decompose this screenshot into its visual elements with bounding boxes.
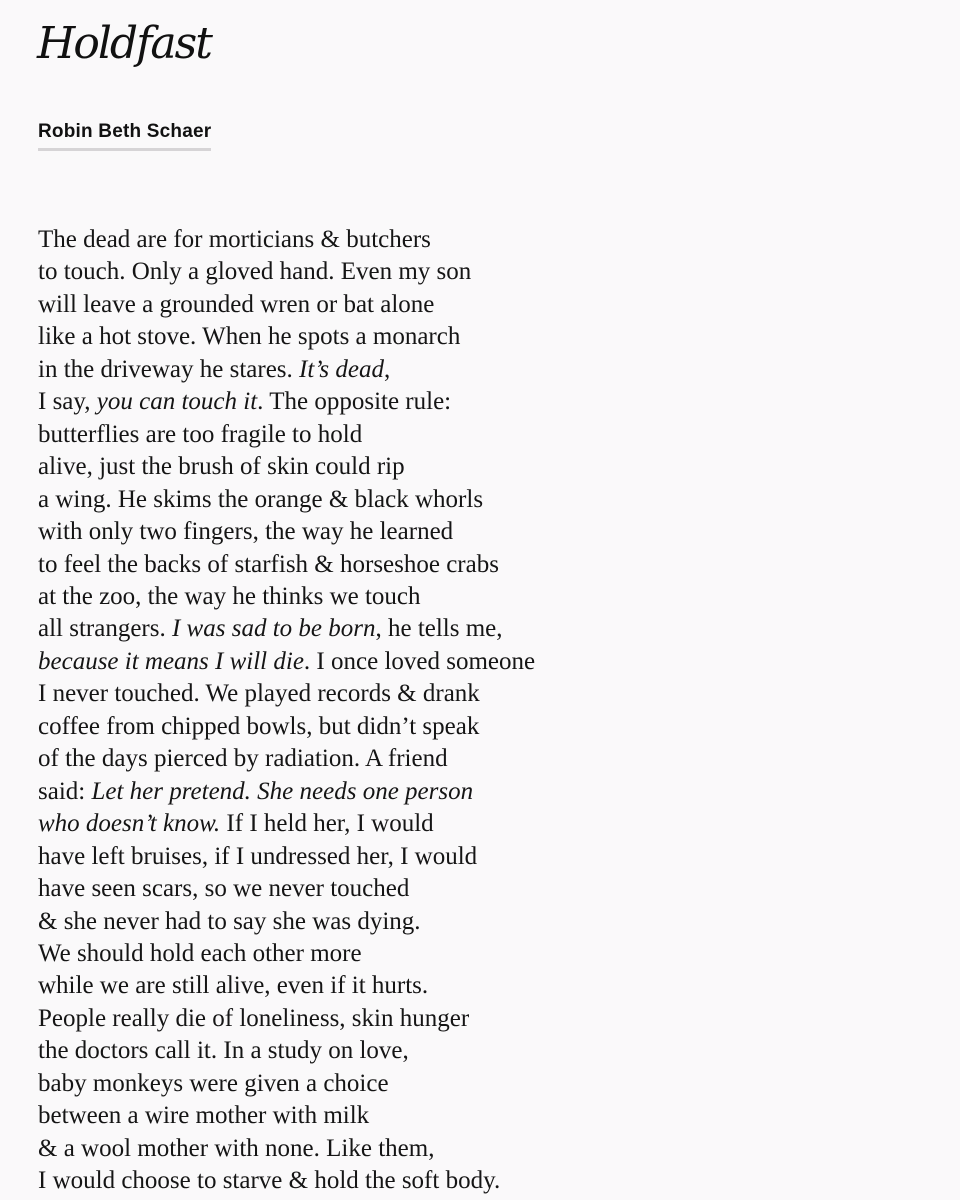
- line-text: all strangers.: [38, 615, 172, 643]
- italic-text: It’s dead: [299, 355, 384, 383]
- line-text: & she never had to say she was dying.: [38, 907, 421, 935]
- line-text: . The opposite rule:: [257, 388, 452, 416]
- line-text: coffee from chipped bowls, but didn’t speak: [38, 712, 480, 740]
- line-text: said:: [38, 777, 92, 805]
- poem-line: [38, 419, 535, 451]
- poem-line: [38, 451, 535, 483]
- poem-line: [38, 1100, 535, 1132]
- poem-line: [38, 516, 535, 548]
- line-text: alive, just the brush of skin could rip: [38, 453, 405, 481]
- italic-text: you can touch it: [96, 388, 258, 416]
- line-text: while we are still alive, even if it hurts.: [38, 972, 429, 1000]
- poem-line: [38, 743, 535, 775]
- italic-text: Let her pretend. She needs one person: [91, 777, 474, 805]
- poem-line: [38, 906, 535, 938]
- poem-line: [38, 646, 535, 678]
- line-text: I never touched. We played records & drank: [38, 680, 480, 708]
- poem-line: [38, 321, 535, 353]
- italic-text: I was sad to be born: [171, 615, 376, 643]
- line-text: will leave a grounded wren or bat alone: [38, 290, 435, 318]
- author-byline[interactable]: [38, 120, 211, 151]
- line-text: baby monkeys were given a choice: [38, 1069, 389, 1097]
- line-text: to touch. Only a gloved hand. Even my son: [38, 258, 472, 286]
- line-text: with only two fingers, the way he learned: [38, 518, 454, 546]
- poem-body: [38, 224, 535, 1198]
- poem-line: [38, 224, 535, 256]
- poem-line: [38, 484, 535, 516]
- poem-line: [38, 581, 535, 613]
- line-text: We should hold each other more: [38, 939, 362, 967]
- poem-line: [38, 386, 535, 418]
- poem-line: [38, 776, 535, 808]
- line-text: of the days pierced by radiation. A friend: [38, 745, 448, 773]
- line-text: like a hot stove. When he spots a monarch: [38, 323, 461, 351]
- poem-title: Holdfast: [37, 18, 211, 69]
- poem-line: [38, 354, 535, 386]
- line-text: to feel the backs of starfish & horseshoe crabs: [38, 550, 499, 578]
- line-text: have left bruises, if I undressed her, I would: [38, 842, 478, 870]
- line-text: butterflies are too fragile to hold: [38, 420, 363, 448]
- poem-line: [38, 1165, 535, 1197]
- italic-text: because it means I will die: [38, 647, 304, 675]
- line-text: People really die of loneliness, skin hunger: [38, 1004, 470, 1032]
- line-text: , he tells me,: [375, 615, 503, 643]
- line-text: If I held her, I would: [220, 810, 434, 838]
- line-text: The dead are for morticians & butchers: [38, 226, 431, 253]
- line-text: have seen scars, so we never touched: [38, 875, 410, 903]
- line-text: I would choose to starve & hold the soft body.: [38, 1167, 501, 1195]
- line-text: ,: [383, 355, 391, 383]
- line-text: a wing. He skims the orange & black whorls: [38, 485, 484, 513]
- poem-line: [38, 841, 535, 873]
- line-text: between a wire mother with milk: [38, 1102, 370, 1130]
- line-text: in the driveway he stares.: [38, 355, 300, 383]
- line-text: & a wool mother with none. Like them,: [38, 1134, 435, 1162]
- author-name[interactable]: Robin Beth Schaer: [38, 121, 212, 142]
- line-text: the doctors call it. In a study on love,: [38, 1037, 409, 1065]
- italic-text: who doesn’t know.: [38, 810, 221, 838]
- poem-line: [38, 808, 535, 840]
- poem-line: [38, 256, 535, 288]
- line-text: at the zoo, the way he thinks we touch: [38, 582, 421, 610]
- poem-line: [38, 289, 535, 321]
- poem-line: [38, 1035, 535, 1067]
- poem-line: [38, 1068, 535, 1100]
- line-text: I say,: [38, 388, 97, 416]
- poem-line: [38, 1133, 535, 1165]
- poem-line: [38, 970, 535, 1002]
- line-text: . I once loved someone: [303, 647, 536, 675]
- poem-line: [38, 613, 535, 645]
- poem-line: [38, 711, 535, 743]
- poem-line: [38, 873, 535, 905]
- poem-line: [38, 938, 535, 970]
- poem-line: [38, 549, 535, 581]
- poem-line: [38, 1003, 535, 1035]
- poem-line: [38, 678, 535, 710]
